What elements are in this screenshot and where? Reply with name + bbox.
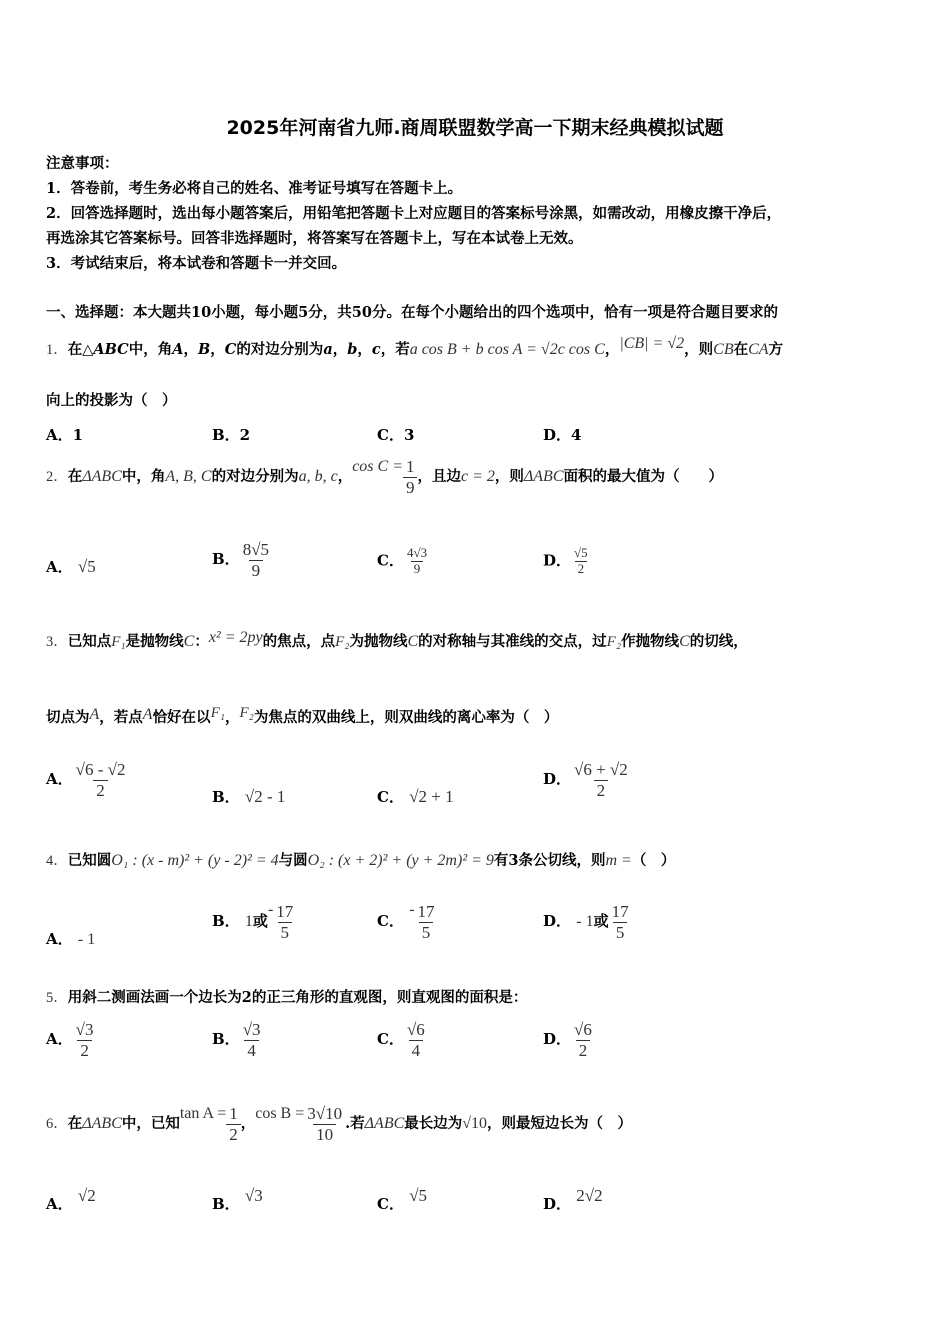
question-3 [46, 630, 748, 651]
q-text: ， [604, 341, 620, 358]
option-b[interactable]: B． 1或- $\frac{17}{5}$ [212, 902, 296, 942]
q-text: 或 [593, 912, 609, 931]
notice-item: 2．回答选择题时，选出每小题答案后，用铅笔把答题卡上对应题目的答案标号涂黑，如需改动，用橡皮擦干净后， [46, 205, 782, 222]
question-5 [46, 986, 527, 1007]
q-text: 在△ [67, 341, 94, 358]
fraction: $\frac{√6}{2}$ [574, 1020, 592, 1060]
option-d[interactable]: D． $\frac{√5}{2}$ [543, 546, 591, 577]
q-text: 中，已知 [121, 1115, 180, 1133]
q-text: 面积的最大值为（ ） [563, 468, 723, 486]
math-inline: √10 [462, 1115, 488, 1133]
fraction: $\frac{1}{9}$ [403, 457, 418, 497]
question-4 [46, 849, 675, 870]
math-inline: cos B = [255, 1105, 305, 1123]
math-value: √2 - 1 [244, 787, 286, 806]
option-c[interactable]: C． √2 + 1 [377, 787, 454, 806]
fraction: $\frac{4√3}{9}$ [406, 545, 428, 576]
fraction: $\frac{3√10}{10}$ [307, 1104, 343, 1144]
math-value: - [267, 901, 274, 919]
math-inline: C [407, 633, 419, 650]
notice-item: 再选涂其它答案标号。回答非选择题时，将答案写在答题卡上，写在本试卷上无效。 [46, 230, 583, 247]
math-equation: |CB| = √2 [619, 335, 685, 352]
notice-item: 3．考试结束后，将本试卷和答题卡一并交回。 [46, 255, 347, 272]
q-text: ， [224, 709, 240, 726]
q-text: 中，角 [128, 341, 173, 358]
q-text: ，若点 [99, 709, 143, 726]
q-text: 与圆 [278, 852, 308, 869]
math-inline: a, b, c [298, 468, 338, 486]
math-inline: ΔABC [82, 468, 122, 486]
question-3-cont [46, 706, 558, 727]
q-text: ， [240, 1115, 256, 1133]
q-text: ： [194, 633, 209, 650]
math-inline: CB [713, 341, 734, 358]
q-text: 的切线， [689, 633, 748, 650]
q-number: 4． [46, 853, 68, 869]
q-text: 的对边分别为 [236, 341, 324, 358]
fraction: $\frac{17}{5}$ [417, 902, 435, 942]
math-equation: x² = 2py [208, 629, 263, 646]
q-number: 2． [46, 469, 68, 486]
fraction: $\frac{1}{2}$ [226, 1104, 241, 1144]
math-inline: c [371, 341, 381, 358]
math-value: √2 + 1 [409, 787, 454, 806]
page-title: 2025年河南省九师.商周联盟数学高一下期末经典模拟试题 [226, 117, 724, 139]
q-text: 在 [733, 341, 749, 358]
fraction: $\frac{√6 + √2}{2}$ [574, 760, 628, 800]
option-d[interactable]: D． $\frac{√6}{2}$ [543, 1020, 595, 1060]
q-text: 是抛物线 [125, 633, 184, 650]
q-number: 1． [46, 342, 68, 358]
option-d[interactable]: D． $\frac{√6 + √2}{2}$ [543, 760, 631, 800]
question-1: 1．在△ABC中，角A，B，C的对边分别为a，b，c，若a cos B + b cos A = √2c cos C，|CB| = √2，则CB在CA方 [46, 335, 784, 358]
fraction: $\frac{8√5}{9}$ [242, 540, 270, 580]
question-6 [46, 1104, 632, 1144]
q-text: 已知圆 [67, 852, 112, 869]
q-text: 中，角 [121, 468, 166, 486]
math-inline: c = 2 [460, 468, 495, 486]
fraction: $\frac{17}{5}$ [276, 902, 294, 942]
q-text: 在 [67, 468, 83, 486]
math-inline: tan A = [179, 1105, 227, 1123]
math-inline: C [183, 633, 195, 650]
math-value: √5 [77, 557, 96, 576]
fraction: $\frac{√6}{4}$ [406, 1020, 425, 1060]
notice-item: 1．答卷前，考生务必将自己的姓名、准考证号填写在答题卡上。 [46, 180, 463, 197]
math-inline: F₂ [335, 634, 350, 650]
option-d[interactable]: D．4 [543, 426, 582, 444]
section-heading: 一、选择题：本大题共10小题，每小题5分，共50分。在每个小题给出的四个选项中，恰有一项是符合题目要求的 [46, 304, 778, 321]
question-1-cont: 向上的投影为（ ） [46, 392, 177, 409]
option-d[interactable]: D． - 1或 $\frac{17}{5}$ [543, 902, 632, 942]
q-text: ，则 [684, 341, 714, 358]
fraction: $\frac{√3}{2}$ [75, 1020, 94, 1060]
q-text: ，则 [494, 468, 524, 486]
math-value: 2√2 [576, 1186, 603, 1205]
math-equation: O₂ : (x + 2)² + (y + 2m)² = 9 [307, 852, 494, 869]
option-b[interactable]: B． √2 - 1 [212, 787, 286, 806]
q-text: 的对边分别为 [211, 468, 299, 486]
math-inline: F₁ [210, 705, 225, 721]
option-b[interactable]: B． √3 [212, 1186, 263, 1213]
q-text: ，则最短边长为（ ） [487, 1115, 633, 1133]
math-inline: ABC [93, 341, 129, 358]
math-inline: b [347, 341, 358, 358]
math-inline: CA [748, 341, 769, 358]
q-text: .若 [345, 1115, 365, 1133]
option-c[interactable]: C． - $\frac{17}{5}$ [377, 902, 438, 942]
q-number: 6． [46, 1116, 68, 1133]
math-value: 1 [244, 913, 253, 931]
option-d[interactable]: D． 2√2 [543, 1186, 603, 1213]
q-text: 为焦点的双曲线上，则双曲线的离心率为（ ） [253, 709, 559, 726]
q-text: 的焦点，点 [262, 633, 336, 650]
fraction: $\frac{√3}{4}$ [242, 1020, 261, 1060]
q-number: 3． [46, 634, 68, 650]
option-b[interactable]: B． $\frac{√3}{4}$ [212, 1020, 264, 1060]
q-text: 方 [768, 341, 784, 358]
math-inline: F₂ [606, 634, 622, 650]
fraction: $\frac{√5}{2}$ [574, 545, 588, 576]
q-text: ，且边 [417, 468, 461, 486]
q-text: 已知点 [67, 633, 112, 650]
math-inline: B [198, 341, 211, 358]
math-inline: A, B, C [165, 468, 212, 486]
option-c[interactable]: C．3 [377, 426, 415, 444]
math-inline: A [172, 341, 184, 358]
math-inline: m = [605, 852, 632, 869]
fraction: $\frac{17}{5}$ [611, 902, 629, 942]
math-inline: ΔABC [364, 1115, 405, 1133]
math-inline: ΔABC [82, 1115, 122, 1133]
option-c[interactable]: C． $\frac{√6}{4}$ [377, 1020, 428, 1060]
math-inline: A [89, 706, 100, 723]
q-text: 作抛物线 [621, 633, 680, 650]
notice-heading: 注意事项： [46, 155, 119, 172]
q-text: 在 [67, 1115, 83, 1133]
math-equation: a cos B + b cos A = √2c cos C [409, 341, 605, 358]
option-a[interactable]: A． - 1 [46, 930, 96, 948]
math-value: - 1 [77, 931, 96, 948]
math-value: - 1 [576, 913, 594, 931]
math-inline: ΔABC [523, 468, 564, 486]
q-text: 切点为 [46, 709, 90, 726]
q-number: 5． [46, 990, 68, 1006]
q-text: ，若 [380, 341, 410, 358]
math-inline: A [142, 706, 153, 723]
q-text: 的对称轴与其准线的交点，过 [418, 633, 607, 650]
math-inline: C [679, 633, 690, 650]
q-text: 有3条公切线，则 [493, 852, 606, 869]
option-b[interactable]: B． $\frac{8√5}{9}$ [212, 540, 272, 580]
option-a[interactable]: A． $\frac{√3}{2}$ [46, 1020, 96, 1060]
option-a[interactable]: A．1 [46, 426, 84, 444]
math-inline: F₂ [239, 705, 254, 721]
math-value: √2 [77, 1186, 96, 1205]
fraction: $\frac{√6 - √2}{2}$ [75, 760, 126, 800]
math-value: - [409, 901, 415, 919]
math-equation: O₁ : (x - m)² + (y - 2)² = 4 [111, 852, 279, 869]
q-text: （ ） [631, 852, 676, 869]
math-inline: F₁ [111, 634, 126, 650]
option-c[interactable]: C． $\frac{4√3}{9}$ [377, 546, 430, 577]
option-b[interactable]: B．2 [212, 426, 251, 444]
option-c[interactable]: C． √5 [377, 1186, 428, 1213]
q-text: 用斜二测画法画一个边长为2的正三角形的直观图，则直观图的面积是： [67, 989, 528, 1006]
math-inline: cos C = [352, 458, 403, 476]
math-inline: C [224, 341, 237, 358]
question-2: 2．在ΔABC中，角A, B, C的对边分别为a, b, c，cos C = $\frac{1}{9}$ ，且边c = 2，则ΔABC面积的最大值为（ ） [46, 457, 723, 497]
option-a[interactable]: A． $\frac{√6 - √2}{2}$ [46, 760, 128, 800]
q-text: 或 [252, 912, 268, 931]
math-value: √5 [409, 1186, 428, 1205]
q-text: 恰好在以 [152, 709, 211, 726]
q-text: 为抛物线 [349, 633, 408, 650]
math-inline: a [323, 341, 333, 358]
option-a[interactable]: A． √2 [46, 1186, 96, 1213]
option-a[interactable]: A． √5 [46, 557, 96, 576]
math-value: √3 [244, 1186, 263, 1205]
q-text: 最长边为 [404, 1115, 463, 1133]
